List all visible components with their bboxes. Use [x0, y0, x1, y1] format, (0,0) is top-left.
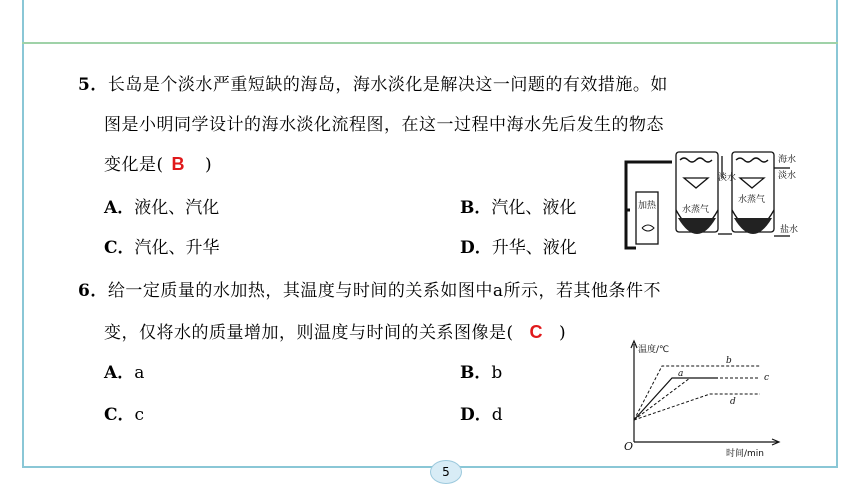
label-vapor-1: 水蒸气 [682, 205, 710, 215]
curve-label-b: b [726, 356, 732, 366]
label-saltwater: 盐水 [780, 225, 799, 235]
q5-number: 5． [78, 75, 108, 95]
q6-text-1: 给一定质量的水加热，其温度与时间的关系如图中a所示，若其他条件不 [107, 281, 661, 301]
q5-line-1 [78, 70, 668, 95]
curve-b [634, 366, 760, 420]
q5-text-1: 长岛是个淡水严重短缺的海岛，海水淡化是解决这一问题的有效措施。如 [107, 75, 668, 95]
header-divider [22, 42, 838, 44]
left-border [22, 44, 24, 466]
label-heat: 加热 [638, 201, 657, 211]
q6-text-2: 变，仅将水的质量增加，则温度与时间的关系图像是( [104, 323, 514, 343]
q5-text-3: 变化是( [104, 155, 164, 175]
q5-option-d: D．升华、液化 [460, 238, 577, 258]
q5-answer: B [171, 154, 186, 174]
label-seawater: 海水 [778, 155, 797, 165]
q6-option-a: A．a [104, 363, 145, 383]
graph-origin: O [624, 440, 634, 453]
q6-number: 6． [78, 281, 108, 301]
curve-d [634, 394, 760, 420]
q6-line-1 [78, 276, 661, 301]
q6-line-2 [104, 318, 566, 343]
q6-paren-close: ) [558, 323, 567, 343]
q5-paren-close: ) [204, 155, 213, 175]
graph-ylabel: 温度/℃ [638, 345, 670, 355]
curve-label-c: c [764, 373, 770, 383]
q5-option-a: A．液化、汽化 [104, 198, 220, 218]
q5-option-c: C．汽化、升华 [104, 238, 220, 258]
right-border [836, 44, 838, 466]
curve-label-a: a [678, 369, 684, 379]
label-vapor-2: 水蒸气 [738, 195, 766, 205]
q6-option-b: B．b [460, 363, 503, 383]
curve-a [634, 378, 718, 420]
graph-xlabel: 时间/min [726, 449, 765, 459]
curve-label-d: d [730, 397, 736, 407]
q6-option-c: C．c [104, 405, 145, 425]
q6-option-d: D．d [460, 405, 503, 425]
q5-option-b: B．汽化、液化 [460, 198, 577, 218]
temperature-time-graph [618, 338, 788, 460]
desalination-diagram [612, 148, 812, 256]
slide-top-frame [22, 0, 838, 44]
label-freshwater-out: 淡水 [778, 171, 797, 181]
q5-line-3 [104, 150, 212, 175]
page-number-badge: 5 [430, 460, 462, 484]
q6-answer: C [529, 322, 544, 342]
q5-line-2: 图是小明同学设计的海水淡化流程图，在这一过程中海水先后发生的物态 [104, 115, 664, 135]
label-freshwater: 淡水 [718, 173, 737, 183]
